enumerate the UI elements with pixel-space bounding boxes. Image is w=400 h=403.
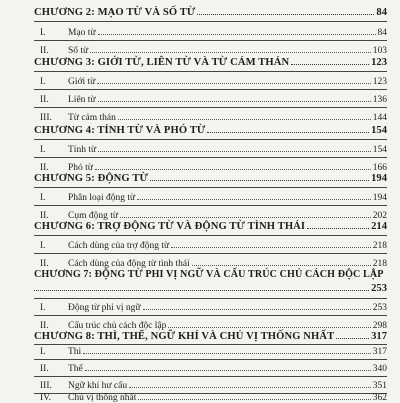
chapter-page: 154 xyxy=(371,125,387,136)
dot-leader xyxy=(137,199,371,200)
entry-label: Mạo từ xyxy=(68,28,96,38)
divider xyxy=(34,205,387,206)
entry-number: I. xyxy=(40,193,46,203)
entry-label: Phân loại động từ xyxy=(68,193,136,203)
entry-label: Thì xyxy=(68,347,82,357)
entry-label: Phó từ xyxy=(68,163,93,173)
chapter-title: CHƯƠNG 5: ĐỘNG TỪ xyxy=(34,173,149,184)
dot-leader xyxy=(34,290,369,291)
chapter-title: CHƯƠNG 3: GIỚI TỪ, LIÊN TỪ VÀ TỪ CẢM THÁN xyxy=(34,57,290,68)
chapter-page: 84 xyxy=(376,7,387,18)
entry-page: 136 xyxy=(372,95,387,105)
dot-leader xyxy=(98,151,371,152)
list-item xyxy=(34,345,387,357)
entry-number: III. xyxy=(40,381,52,391)
entry-label: Cách dùng của trợ động từ xyxy=(68,241,170,251)
chapter-title: CHƯƠNG 8: THÌ, THỂ, NGỮ KHÍ VÀ CHỦ VỊ THỐNG NHẤT xyxy=(34,331,335,342)
dot-leader xyxy=(336,338,369,339)
divider xyxy=(34,89,387,90)
list-item xyxy=(34,143,387,155)
chapter-8 xyxy=(34,328,387,403)
entry-number: II. xyxy=(40,259,49,269)
entry-label: Động từ phi vị ngữ xyxy=(68,303,141,313)
dot-leader xyxy=(171,247,371,248)
entry-number: I. xyxy=(40,145,46,155)
chapter-5 xyxy=(34,170,387,221)
entry-page: 340 xyxy=(372,364,387,374)
entry-page: 253 xyxy=(372,303,387,313)
chapter-title: CHƯƠNG 7: ĐỘNG TỪ PHI VỊ NGỮ VÀ CẤU TRÚC CHỦ CÁCH ĐỘC LẬP xyxy=(34,269,384,280)
list-item xyxy=(34,93,387,105)
divider xyxy=(34,107,387,108)
entry-page: 194 xyxy=(372,193,387,203)
list-item xyxy=(34,379,387,391)
entry-number: I. xyxy=(40,303,46,313)
divider xyxy=(34,71,387,72)
chapter-page: 253 xyxy=(371,283,387,294)
divider xyxy=(34,235,387,236)
dot-leader xyxy=(83,353,371,354)
divider xyxy=(34,40,387,41)
divider xyxy=(34,139,387,140)
chapter-4 xyxy=(34,122,387,173)
entry-page: 84 xyxy=(377,28,387,38)
entry-number: I. xyxy=(40,241,46,251)
chapter-title: CHƯƠNG 6: TRỢ ĐỘNG TỪ VÀ ĐỘNG TỪ TÌNH THÁI xyxy=(34,221,306,232)
entry-label: Giới từ xyxy=(68,77,96,87)
dot-leader xyxy=(85,370,371,371)
list-item xyxy=(34,26,387,38)
entry-number: II. xyxy=(40,46,49,56)
entry-number: II. xyxy=(40,163,49,173)
entry-page: 218 xyxy=(372,241,387,251)
entry-page: 202 xyxy=(372,211,387,221)
entry-number: III. xyxy=(40,113,52,123)
dot-leader xyxy=(129,387,371,388)
chapter-title: CHƯƠNG 4: TÍNH TỪ VÀ PHÓ TỪ xyxy=(34,125,206,136)
entry-label: Số từ xyxy=(68,46,89,56)
dot-leader xyxy=(197,14,374,15)
dot-leader xyxy=(98,101,371,102)
entry-page: 351 xyxy=(372,381,387,391)
dot-leader xyxy=(150,180,369,181)
entry-number: II. xyxy=(40,211,49,221)
entry-page: 317 xyxy=(372,347,387,357)
divider xyxy=(34,253,387,254)
entry-number: I. xyxy=(40,77,46,87)
entry-page: 103 xyxy=(372,46,387,56)
dot-leader xyxy=(207,132,369,133)
chapter-3 xyxy=(34,54,387,123)
entry-page: 362 xyxy=(372,393,387,403)
divider xyxy=(34,21,387,22)
entry-number: I. xyxy=(40,28,46,38)
entry-number: II. xyxy=(40,95,49,105)
entry-label: Liên từ xyxy=(68,95,96,105)
entry-page: 154 xyxy=(372,145,387,155)
entry-number: II. xyxy=(40,364,49,374)
list-item xyxy=(34,301,387,313)
dot-leader xyxy=(192,265,371,266)
list-item xyxy=(34,239,387,251)
divider xyxy=(34,359,387,360)
chapter-page: 194 xyxy=(371,173,387,184)
entry-number: IV. xyxy=(40,393,52,403)
chapter-7 xyxy=(34,267,387,331)
entry-label: Ngữ khí hư cấu xyxy=(68,381,128,391)
list-item xyxy=(34,191,387,203)
dot-leader xyxy=(307,228,369,229)
entry-label: Thể xyxy=(68,364,83,374)
entry-label: Cách dùng của động từ tình thái xyxy=(68,259,190,269)
entry-label: Cấu trúc chủ cách độc lập xyxy=(68,321,167,331)
list-item xyxy=(34,391,387,403)
dot-leader xyxy=(98,34,376,35)
chapter-2 xyxy=(34,4,387,56)
list-item xyxy=(34,362,387,374)
entry-label: Cụm động từ xyxy=(68,211,119,221)
divider xyxy=(34,298,387,299)
dot-leader xyxy=(90,52,371,53)
entry-label: Chủ vị thống nhất xyxy=(68,393,137,403)
entry-page: 298 xyxy=(372,321,387,331)
entry-number: II. xyxy=(40,321,49,331)
entry-page: 144 xyxy=(372,113,387,123)
dot-leader xyxy=(97,83,370,84)
entry-page: 218 xyxy=(372,259,387,269)
chapter-6 xyxy=(34,218,387,269)
chapter-title: CHƯƠNG 2: MẠO TỪ VÀ SỐ TỪ xyxy=(34,7,196,18)
divider xyxy=(34,157,387,158)
chapter-page: 214 xyxy=(371,221,387,232)
chapter-page: 123 xyxy=(371,57,387,68)
chapter-page: 317 xyxy=(371,331,387,342)
divider xyxy=(34,315,387,316)
dot-leader xyxy=(143,309,371,310)
list-item xyxy=(34,75,387,87)
entry-label: Tính từ xyxy=(68,145,97,155)
divider xyxy=(34,376,387,377)
entry-page: 123 xyxy=(372,77,387,87)
entry-number: I. xyxy=(40,347,46,357)
entry-page: 166 xyxy=(372,163,387,173)
divider xyxy=(34,187,387,188)
entry-label: Từ cảm thán xyxy=(68,113,116,123)
dot-leader xyxy=(291,64,369,65)
dot-leader xyxy=(118,119,371,120)
